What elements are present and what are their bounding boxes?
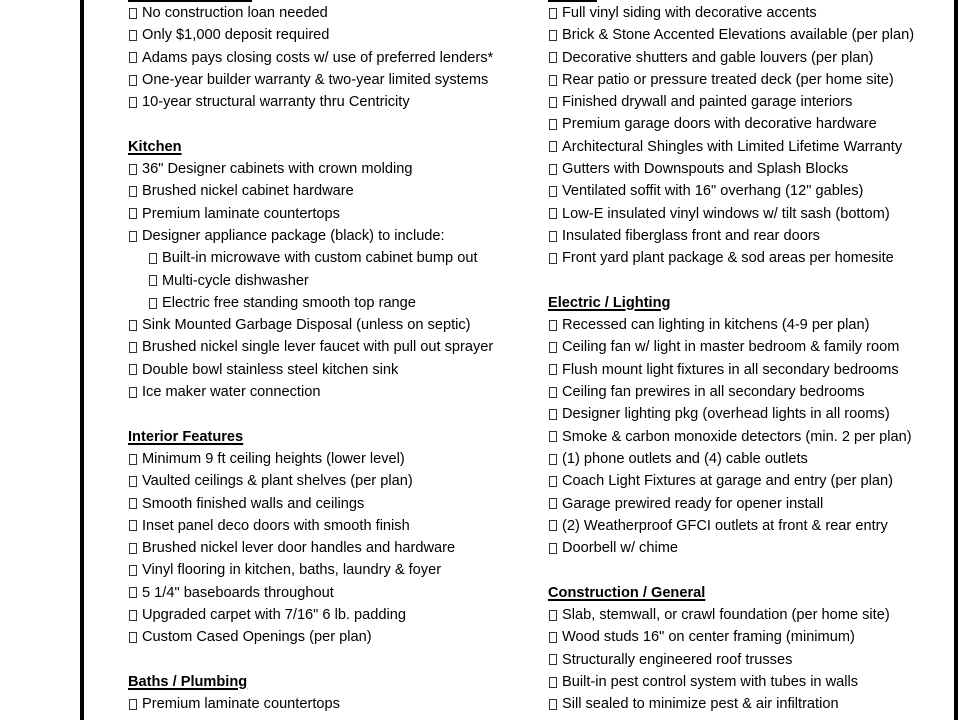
feature-item <box>128 69 538 91</box>
feature-item-text: (1) phone outlets and (4) cable outlets <box>562 450 808 467</box>
feature-item-text: Doorbell w/ chime <box>562 540 678 557</box>
checkbox-icon <box>129 632 137 643</box>
feature-item <box>128 582 538 604</box>
feature-item-text: No construction loan needed <box>142 5 328 21</box>
checkbox-icon <box>129 320 137 331</box>
left-column <box>128 2 538 716</box>
feature-item <box>128 336 538 358</box>
feature-item <box>548 359 953 381</box>
checkbox-icon <box>549 119 557 130</box>
feature-item <box>548 693 953 715</box>
feature-item <box>128 180 538 202</box>
feature-item <box>128 626 538 648</box>
feature-item-text: Garage prewired ready for opener install <box>562 495 824 512</box>
checkbox-icon <box>129 543 137 554</box>
feature-item-text: Ventilated soffit with 16" overhang (12" gables) <box>562 183 864 200</box>
feature-item-text: Multi-cycle dishwasher <box>162 272 309 289</box>
checkbox-icon <box>549 654 557 665</box>
feature-item <box>548 403 953 425</box>
feature-item <box>128 2 538 24</box>
feature-section <box>128 2 538 113</box>
feature-item <box>548 136 953 158</box>
checkbox-icon <box>129 52 137 63</box>
checkbox-icon <box>549 476 557 487</box>
feature-item <box>548 649 953 671</box>
feature-item <box>548 470 953 492</box>
checkbox-icon <box>549 164 557 175</box>
feature-item <box>548 671 953 693</box>
feature-item-text: Ceiling fan prewires in all secondary bedrooms <box>562 384 865 401</box>
feature-item-text: 10-year structural warranty thru Centricity <box>142 94 410 111</box>
checkbox-icon <box>549 52 557 63</box>
feature-item <box>128 225 538 247</box>
feature-item-text: Structurally engineered roof trusses <box>562 651 793 668</box>
feature-subitem <box>128 247 538 269</box>
checkbox-icon <box>129 342 137 353</box>
feature-item-text: Inset panel deco doors with smooth finish <box>142 517 410 534</box>
feature-item-text: Full vinyl siding with decorative accents <box>562 5 817 21</box>
feature-item-text: Ceiling fan w/ light in master bedroom & family room <box>562 339 900 356</box>
checkbox-icon <box>129 364 137 375</box>
section-heading: Baths / Plumbing <box>128 673 248 690</box>
feature-item-text: Rear patio or pressure treated deck (per home site) <box>562 71 894 88</box>
feature-item-text: Brick & Stone Accented Elevations available (per plan) <box>562 27 915 44</box>
feature-item-text: Premium garage doors with decorative hardware <box>562 116 877 133</box>
feature-item <box>548 314 953 336</box>
feature-item-text: (2) Weatherproof GFCI outlets at front & rear entry <box>562 517 888 534</box>
checkbox-icon <box>129 8 137 19</box>
feature-item-text: Gutters with Downspouts and Splash Blocks <box>562 161 849 178</box>
page-border-left <box>80 0 84 720</box>
checkbox-icon <box>149 253 157 264</box>
feature-item <box>548 47 953 69</box>
feature-item-text: Adams pays closing costs w/ use of preferred lenders* <box>142 49 494 66</box>
feature-item-text: Recessed can lighting in kitchens (4-9 per plan) <box>562 317 870 334</box>
checkbox-icon <box>549 186 557 197</box>
checkbox-icon <box>549 632 557 643</box>
checkbox-icon <box>129 587 137 598</box>
checkbox-icon <box>129 208 137 219</box>
feature-section <box>548 292 953 560</box>
feature-section <box>128 671 538 716</box>
feature-item-text: One-year builder warranty & two-year limited systems <box>142 71 489 88</box>
feature-item-text: Front yard plant package & sod areas per homesite <box>562 250 894 267</box>
feature-item-text: Slab, stemwall, or crawl foundation (per home site) <box>562 607 890 624</box>
checkbox-icon <box>549 610 557 621</box>
checkbox-icon <box>549 97 557 108</box>
checkbox-icon <box>129 387 137 398</box>
feature-item-text: Wood studs 16" on center framing (minimum) <box>562 629 855 646</box>
checkbox-icon <box>549 364 557 375</box>
feature-item <box>548 203 953 225</box>
feature-item-text: Double bowl stainless steel kitchen sink <box>142 361 399 378</box>
feature-item <box>128 314 538 336</box>
feature-item <box>548 604 953 626</box>
feature-item-text: Insulated fiberglass front and rear doors <box>562 227 820 244</box>
feature-item <box>128 359 538 381</box>
checkbox-icon <box>549 141 557 152</box>
feature-item-text: Upgraded carpet with 7/16" 6 lb. padding <box>142 607 406 624</box>
checkbox-icon <box>549 30 557 41</box>
feature-item <box>548 69 953 91</box>
feature-subitem <box>128 292 538 314</box>
checkbox-icon <box>129 565 137 576</box>
checkbox-icon <box>549 342 557 353</box>
feature-item-text: Sink Mounted Garbage Disposal (unless on septic) <box>142 317 471 334</box>
feature-subitem <box>128 270 538 292</box>
feature-item <box>548 426 953 448</box>
feature-item <box>548 336 953 358</box>
feature-item-text: Architectural Shingles with Limited Lifetime Warranty <box>562 138 903 155</box>
section-heading: Interior Features <box>128 428 244 445</box>
checkbox-icon <box>129 231 137 242</box>
feature-item <box>128 91 538 113</box>
checkbox-icon <box>549 231 557 242</box>
feature-item <box>548 493 953 515</box>
feature-item-text: Brushed nickel cabinet hardware <box>142 183 354 200</box>
feature-item <box>128 515 538 537</box>
feature-item <box>128 693 538 715</box>
feature-item <box>548 448 953 470</box>
checkbox-icon <box>549 498 557 509</box>
feature-item <box>128 158 538 180</box>
feature-item-text: Vinyl flooring in kitchen, baths, laundry & foyer <box>142 562 442 579</box>
checkbox-icon <box>549 8 557 19</box>
checkbox-icon <box>549 387 557 398</box>
feature-item-text: Custom Cased Openings (per plan) <box>142 629 372 646</box>
checkbox-icon <box>549 677 557 688</box>
feature-item <box>128 559 538 581</box>
section-heading: Construction / General <box>548 584 706 601</box>
feature-item <box>128 537 538 559</box>
checkbox-icon <box>549 75 557 86</box>
feature-item-text: Coach Light Fixtures at garage and entry (per plan) <box>562 473 893 490</box>
feature-section <box>128 426 538 649</box>
feature-item-text: Ice maker water connection <box>142 384 321 401</box>
feature-item <box>548 180 953 202</box>
checkbox-icon <box>129 498 137 509</box>
feature-item-text: Only $1,000 deposit required <box>142 27 330 44</box>
feature-item <box>548 225 953 247</box>
feature-item <box>548 381 953 403</box>
feature-item-text: Premium laminate countertops <box>142 205 340 222</box>
feature-section <box>128 136 538 404</box>
checkbox-icon <box>129 30 137 41</box>
feature-item <box>128 493 538 515</box>
feature-item-text: Smoke & carbon monoxide detectors (min. 2 per plan) <box>562 428 912 445</box>
feature-item-text: Vaulted ceilings & plant shelves (per plan) <box>142 473 413 490</box>
feature-item-text: Decorative shutters and gable louvers (per plan) <box>562 49 874 66</box>
feature-item-text: Sill sealed to minimize pest & air infiltration <box>562 696 839 713</box>
section-heading: Electric / Lighting <box>548 294 671 311</box>
checkbox-icon <box>549 253 557 264</box>
feature-item <box>128 203 538 225</box>
feature-item <box>128 448 538 470</box>
section-heading: Kitchen <box>128 138 182 155</box>
feature-item <box>548 91 953 113</box>
feature-item-text: Smooth finished walls and ceilings <box>142 495 365 512</box>
checkbox-icon <box>129 699 137 710</box>
feature-section <box>548 2 953 270</box>
feature-item <box>128 47 538 69</box>
checkbox-icon <box>129 476 137 487</box>
checkbox-icon <box>549 320 557 331</box>
right-column <box>548 2 953 716</box>
feature-item <box>548 626 953 648</box>
checkbox-icon <box>129 97 137 108</box>
feature-item <box>128 381 538 403</box>
checkbox-icon <box>549 520 557 531</box>
checkbox-icon <box>129 164 137 175</box>
feature-item <box>548 247 953 269</box>
checkbox-icon <box>549 431 557 442</box>
checkbox-icon <box>149 298 157 309</box>
feature-item <box>548 515 953 537</box>
checkbox-icon <box>549 454 557 465</box>
checkbox-icon <box>129 186 137 197</box>
feature-item-text: 36" Designer cabinets with crown molding <box>142 161 413 178</box>
feature-item-text: Designer lighting pkg (overhead lights in all rooms) <box>562 406 890 423</box>
checkbox-icon <box>129 75 137 86</box>
checkbox-icon <box>129 610 137 621</box>
feature-item-text: Electric free standing smooth top range <box>162 294 416 311</box>
feature-item <box>128 470 538 492</box>
feature-item-text: Brushed nickel single lever faucet with pull out sprayer <box>142 339 494 356</box>
checkbox-icon <box>549 699 557 710</box>
feature-item-text: Flush mount light fixtures in all secondary bedrooms <box>562 361 899 378</box>
page-border-right <box>954 0 958 720</box>
checkbox-icon <box>549 543 557 554</box>
feature-item <box>548 537 953 559</box>
feature-item <box>548 2 953 24</box>
feature-item-text: Built-in microwave with custom cabinet bump out <box>162 250 478 267</box>
feature-item <box>128 604 538 626</box>
feature-item-text: 5 1/4" baseboards throughout <box>142 584 334 601</box>
checkbox-icon <box>129 454 137 465</box>
feature-item-text: Premium laminate countertops <box>142 696 340 713</box>
checkbox-icon <box>549 208 557 219</box>
feature-section <box>548 582 953 716</box>
checkbox-icon <box>129 520 137 531</box>
feature-item-text: Minimum 9 ft ceiling heights (lower level) <box>142 450 405 467</box>
feature-item-text: Brushed nickel lever door handles and hardware <box>142 540 456 557</box>
feature-item <box>548 24 953 46</box>
checkbox-icon <box>149 275 157 286</box>
feature-item-text: Designer appliance package (black) to include: <box>142 227 445 244</box>
feature-item <box>548 158 953 180</box>
feature-item <box>128 24 538 46</box>
feature-item-text: Low-E insulated vinyl windows w/ tilt sash (bottom) <box>562 205 890 222</box>
feature-item-text: Finished drywall and painted garage interiors <box>562 94 853 111</box>
feature-item-text: Built-in pest control system with tubes in walls <box>562 673 859 690</box>
feature-item <box>548 113 953 135</box>
checkbox-icon <box>549 409 557 420</box>
